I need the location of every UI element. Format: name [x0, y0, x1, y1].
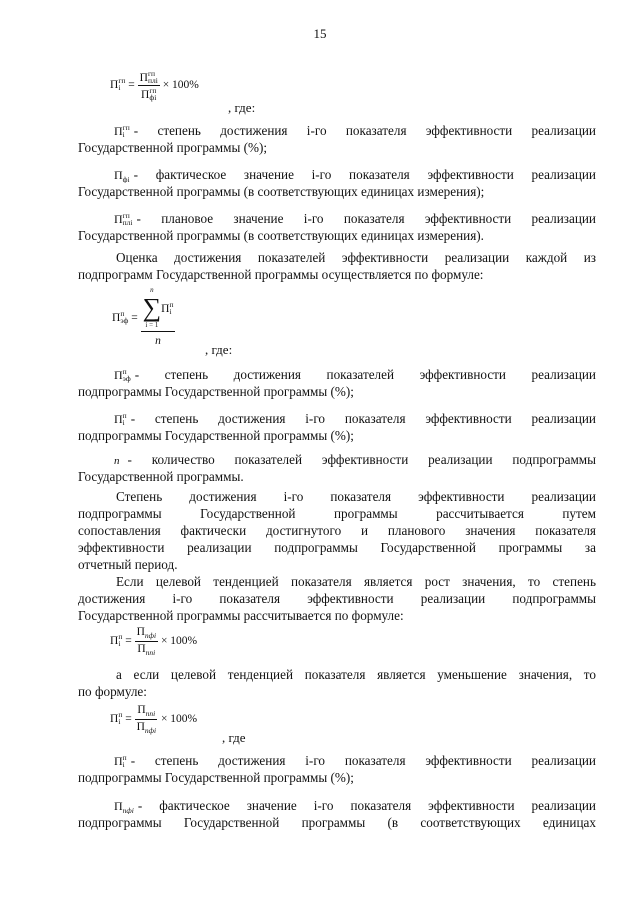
definition-item: П гп плi - плановое значение i-го показателя эффективности реализации Государственной программы (в соответствующих единицах измерения). — [78, 211, 596, 243]
paragraph: Оценка достижения показателей эффективности реализации каждой из подпрограмм Государственной программы осуществляется по формуле: — [78, 250, 596, 282]
paragraph: Если целевой тенденцией показателя является рост значения, то степень достижения i-го показателя эффективности реализации подпрограммы Государственной программы рассчитывается по формуле: — [78, 574, 596, 623]
definition-item: П гп i - степень достижения i-го показателя эффективности реализации Государственной программы (%); — [78, 123, 596, 155]
formula-where: , где: — [205, 342, 233, 357]
definition-item: n - количество показателей эффективности реализации подпрограммы Государственной программы. — [78, 452, 596, 484]
formula-where: , где: — [228, 100, 256, 115]
paragraph: Степень достижения i-го показателя эффективности реализации подпрограммы Государственной программы рассчитывается путем сопоставления фактически достигнутого и планового значения показателя эффективности реализации подпрограммы Государственной программы за отчетный период. — [78, 489, 596, 572]
definition-item: $П_{пфi}$ - фактическое значение i-го показателя эффективности реализации подпрограммы Государственной программы (в соответствующих единицах — [78, 798, 596, 830]
definition-item: П п эф - степень достижения показателей эффективности реализации подпрограммы Государственной программы (%); — [78, 367, 596, 399]
definition-item: П п i - степень достижения i-го показателя эффективности реализации подпрограммы Государственной программы (%); — [78, 753, 596, 785]
definition-item: П п i - степень достижения i-го показателя эффективности реализации подпрограммы Государственной программы (%); — [78, 411, 596, 443]
definition-item: $П_{фi}$ - фактическое значение i-го показателя эффективности реализации Государственной программы (в соответствующих единицах измерения); — [78, 167, 596, 199]
formula-overall-efficiency: П гп i = П гп плi П гп фi × 100% — [110, 69, 199, 102]
formula-where: , где — [222, 730, 246, 745]
paragraph: а если целевой тенденцией показателя является уменьшение значения, то по формуле: — [78, 667, 596, 699]
page-number: 15 — [313, 26, 327, 41]
formula-growth: П п i = $\frac{П_{пфi}}{П_{ппi}}$ × 100% — [110, 626, 198, 657]
formula-decrease: П п i = $\frac{П_{ппi}}{П_{пфi}}$ × 100% — [110, 704, 198, 735]
formula-subprogram-efficiency: П п эф = n ∑ i = 1 П п i n — [112, 286, 174, 347]
